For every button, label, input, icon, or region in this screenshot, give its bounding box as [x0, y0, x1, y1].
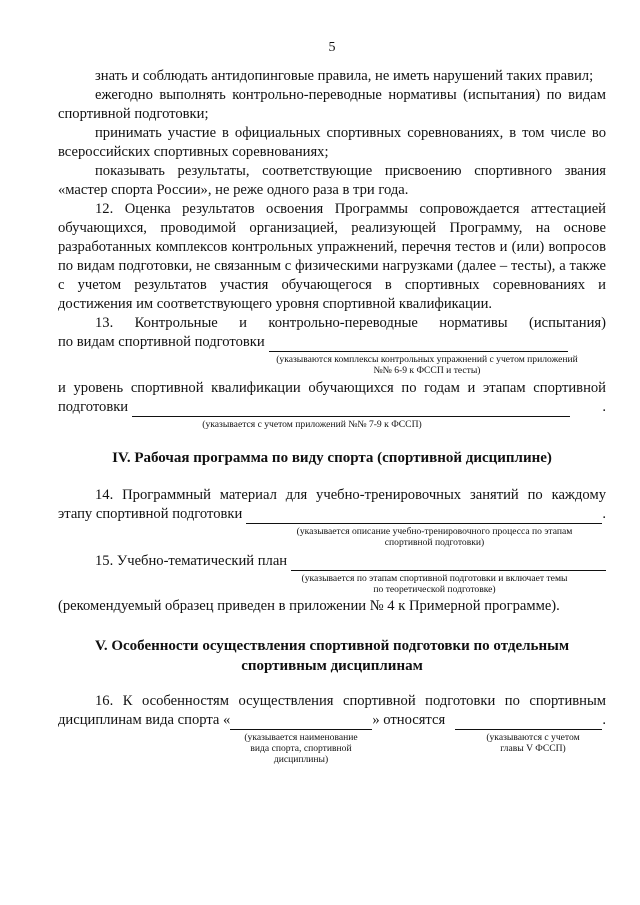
fill-blank-14[interactable]: [246, 509, 602, 524]
hints-16: [58, 732, 606, 772]
paragraph-14-line1: 14. Программный материал для учебно-тренировочных занятий по каждому: [95, 487, 606, 503]
fill-blank-16-sport[interactable]: [230, 715, 372, 730]
paragraph-competitions: принимать участие в официальных спортивных соревнованиях, в том числе во всероссийских спортивных соревнованиях;: [58, 125, 606, 160]
hint-16a: (указывается наименование вида спорта, спортивной дисциплины): [244, 732, 358, 765]
paragraph-antidoping: знать и соблюдать антидопинговые правила, не иметь нарушений таких правил;: [95, 68, 594, 84]
paragraph-16-line2: дисциплинам вида спорта « » относятся .: [58, 712, 606, 728]
heading-section-v-line2: спортивным дисциплинам: [241, 658, 423, 674]
paragraph-13-line1: 13. Контрольные и контрольно-переводные нормативы (испытания): [95, 315, 606, 331]
hint-15: (указывается по этапам спортивной подготовки и включает темы по теоретической подготовке): [301, 573, 568, 595]
heading-section-iv: IV. Рабочая программа по виду спорта (спортивной дисциплине): [112, 450, 552, 466]
hint-13b: (указывается с учетом приложений №№ 7-9 к ФССП): [202, 419, 422, 430]
fill-blank-13b[interactable]: [132, 402, 570, 417]
page-number: 5: [328, 40, 336, 55]
paragraph-16-line1: 16. К особенностям осуществления спортивной подготовки по спортивным: [95, 693, 606, 709]
paragraph-annual-norms: ежегодно выполнять контрольно-переводные нормативы (испытания) по видам спортивной подготовки;: [58, 87, 606, 122]
fill-blank-15[interactable]: [291, 556, 606, 571]
paragraph-15: 15. Учебно-тематический план: [58, 552, 606, 571]
paragraph-13b-line2: подготовки .: [58, 399, 606, 415]
paragraph-13-line2: по видам спортивной подготовки: [58, 333, 606, 352]
paragraph-15b: (рекомендуемый образец приведен в приложении № 4 к Примерной программе).: [58, 598, 560, 614]
paragraph-14-line2: этапу спортивной подготовки .: [58, 506, 606, 522]
heading-section-v-line1: V. Особенности осуществления спортивной подготовки по отдельным: [94, 638, 570, 654]
paragraph-results: показывать результаты, соответствующие присвоению спортивного звания «мастер спорта России», не реже одного раза в три года.: [58, 163, 606, 198]
paragraph-13b-line1: и уровень спортивной квалификации обучающихся по годам и этапам спортивной: [58, 380, 606, 396]
fill-blank-13a[interactable]: [269, 337, 568, 352]
hint-14: (указывается описание учебно-тренировочного процесса по этапам спортивной подготовки): [296, 526, 573, 548]
hint-13a: (указываются комплексы контрольных упражнений с учетом приложений №№ 6-9 к ФССП и тесты): [276, 354, 578, 376]
fill-blank-16-features[interactable]: [455, 715, 602, 730]
paragraph-12: 12. Оценка результатов освоения Программы сопровождается аттестацией обучающихся, проводимой организацией, реализующей Программу, на основе разработанных комплексов контрольных упражнений, перечня тестов и (или) вопросов по видам подготовки, не связанным с физическими нагрузками (далее – тесты), а также с учетом результатов участия обучающегося в спортивных соревнованиях и достижения им соответствующего уровня спортивной квалификации.: [58, 201, 606, 312]
hint-16b: (указываются с учетом главы V ФССП): [486, 732, 580, 754]
